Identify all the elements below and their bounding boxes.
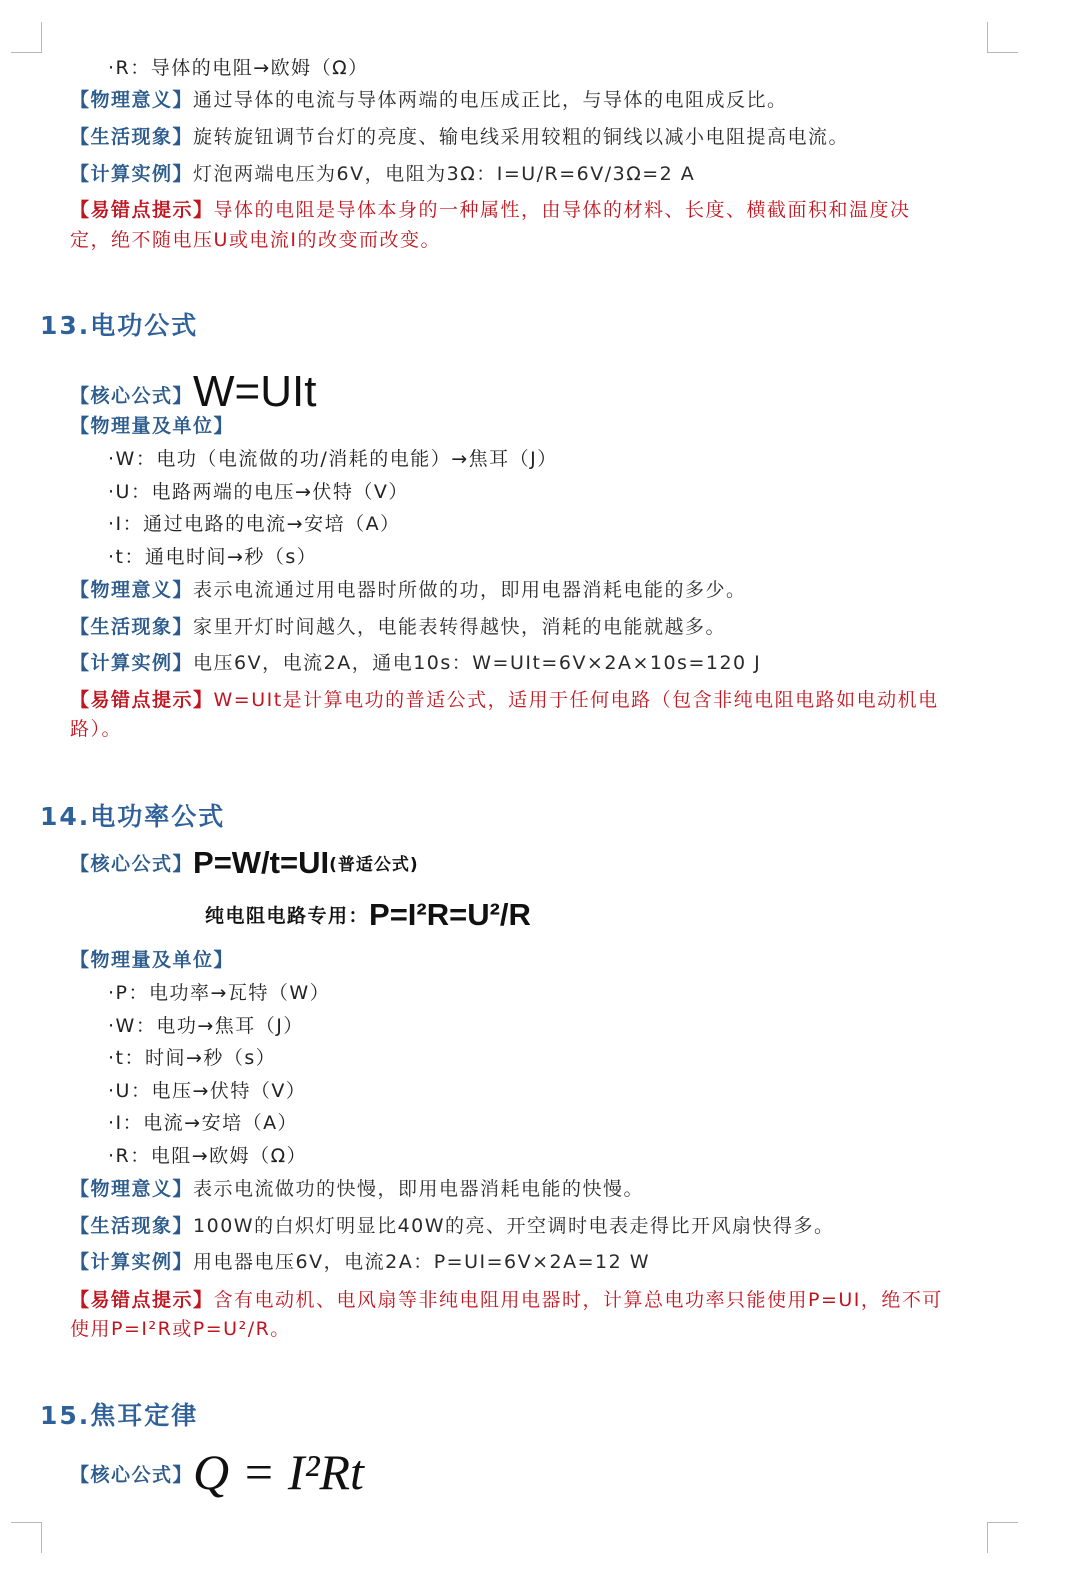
meaning-text: 表示电流通过用电器时所做的功，即用电器消耗电能的多少。	[193, 579, 747, 601]
bullet-time: ·t：通电时间→秒（s）	[108, 546, 318, 568]
meaning-row	[70, 88, 788, 112]
error-row-cont	[70, 717, 122, 741]
meaning-label: 【物理意义】	[70, 1178, 194, 1200]
pure-resistor-label: 纯电阻电路专用：	[205, 905, 370, 927]
error-row	[70, 198, 911, 222]
life-text: 100W的白炽灯明显比40W的亮、开空调时电表走得比开风扇快得多。	[193, 1215, 835, 1237]
bullet-resistance: ·R：导体的电阻→欧姆（Ω）	[108, 57, 369, 79]
error-label: 【易错点提示】	[70, 199, 214, 221]
error-text-1: 导体的电阻是导体本身的一种属性，由导体的材料、长度、横截面积和温度决	[213, 199, 911, 221]
core-formula-row	[70, 843, 419, 885]
section-heading: 14.电功率公式	[40, 802, 226, 831]
section-heading: 15.焦耳定律	[40, 1401, 199, 1430]
pure-formula: P=I²R=U²/R	[369, 897, 531, 932]
meaning-row	[70, 1177, 644, 1201]
calc-row	[70, 651, 761, 675]
error-row-cont	[70, 228, 441, 252]
bullet-voltage: ·U：电路两端的电压→伏特（V）	[108, 481, 409, 503]
calc-text: 灯泡两端电压为6V，电阻为3Ω：I=U/R=6V/3Ω=2 A	[193, 163, 696, 185]
units-label: 【物理量及单位】	[70, 415, 235, 437]
life-label: 【生活现象】	[70, 1215, 194, 1237]
error-text-1: W=UIt是计算电功的普适公式，适用于任何电路（包含非纯电阻电路如电动机电	[213, 689, 939, 711]
crop-mark-bottom-right	[987, 1522, 1018, 1553]
bullet-resistance: ·R：电阻→欧姆（Ω）	[108, 1145, 308, 1167]
units-label: 【物理量及单位】	[70, 949, 235, 971]
formula-note: (普适公式)	[329, 855, 419, 875]
life-row	[70, 1214, 835, 1238]
units-label-row	[70, 948, 234, 972]
core-formula: P=W/t=UI	[193, 845, 330, 880]
life-label: 【生活现象】	[70, 616, 194, 638]
error-label: 【易错点提示】	[70, 1289, 214, 1311]
meaning-text: 表示电流做功的快慢，即用电器消耗电能的快慢。	[193, 1178, 645, 1200]
error-text-1: 含有电动机、电风扇等非纯电阻用电器时，计算总电功率只能使用P=UI，绝不可	[213, 1289, 943, 1311]
life-text: 旋转旋钮调节台灯的亮度、输电线采用较粗的铜线以减小电阻提高电流。	[193, 126, 850, 148]
bullet-work: ·W：电功（电流做的功/消耗的电能）→焦耳（J）	[108, 448, 558, 470]
life-row	[70, 615, 726, 639]
crop-mark-top-right	[987, 22, 1018, 53]
core-label: 【核心公式】	[70, 1464, 194, 1486]
section-heading: 13.电功公式	[40, 311, 199, 340]
error-text-2: 使用P=I²R或P=U²/R。	[70, 1318, 291, 1340]
life-text: 家里开灯时间越久，电能表转得越快，消耗的电能就越多。	[193, 616, 727, 638]
bullet-work: ·W：电功→焦耳（J）	[108, 1015, 304, 1037]
bullet-voltage: ·U：电压→伏特（V）	[108, 1080, 307, 1102]
bullet-power: ·P：电功率→瓦特（W）	[108, 982, 331, 1004]
core-label: 【核心公式】	[70, 385, 194, 407]
calc-row	[70, 1250, 650, 1274]
calc-row	[70, 162, 695, 186]
bullet-current: ·I：通过电路的电流→安培（A）	[108, 513, 401, 535]
error-row	[70, 1288, 943, 1312]
units-label-row	[70, 414, 234, 438]
error-row-cont	[70, 1317, 291, 1341]
calc-label: 【计算实例】	[70, 652, 194, 674]
pure-formula-row	[205, 895, 531, 936]
calc-label: 【计算实例】	[70, 1251, 194, 1273]
life-row	[70, 125, 849, 149]
error-label: 【易错点提示】	[70, 689, 214, 711]
crop-mark-top-left	[11, 22, 42, 53]
life-label: 【生活现象】	[70, 126, 194, 148]
meaning-label: 【物理意义】	[70, 89, 194, 111]
crop-mark-bottom-left	[11, 1522, 42, 1553]
meaning-row	[70, 578, 747, 602]
meaning-text: 通过导体的电流与导体两端的电压成正比，与导体的电阻成反比。	[193, 89, 788, 111]
error-text-2: 定，绝不随电压U或电流I的改变而改变。	[70, 229, 442, 251]
core-formula-row	[70, 1442, 364, 1505]
core-formula: Q = I²Rt	[193, 1444, 364, 1500]
meaning-label: 【物理意义】	[70, 579, 194, 601]
error-row	[70, 688, 939, 712]
core-formula-row	[70, 368, 316, 420]
core-formula: W=UIt	[193, 367, 317, 416]
bullet-time: ·t：时间→秒（s）	[108, 1047, 277, 1069]
calc-label: 【计算实例】	[70, 163, 194, 185]
calc-text: 电压6V，电流2A，通电10s：W=UIt=6V×2A×10s=120 J	[193, 652, 762, 674]
error-text-2: 路）。	[70, 718, 123, 740]
bullet-current: ·I：电流→安培（A）	[108, 1112, 299, 1134]
core-label: 【核心公式】	[70, 853, 194, 875]
calc-text: 用电器电压6V，电流2A：P=UI=6V×2A=12 W	[193, 1251, 651, 1273]
